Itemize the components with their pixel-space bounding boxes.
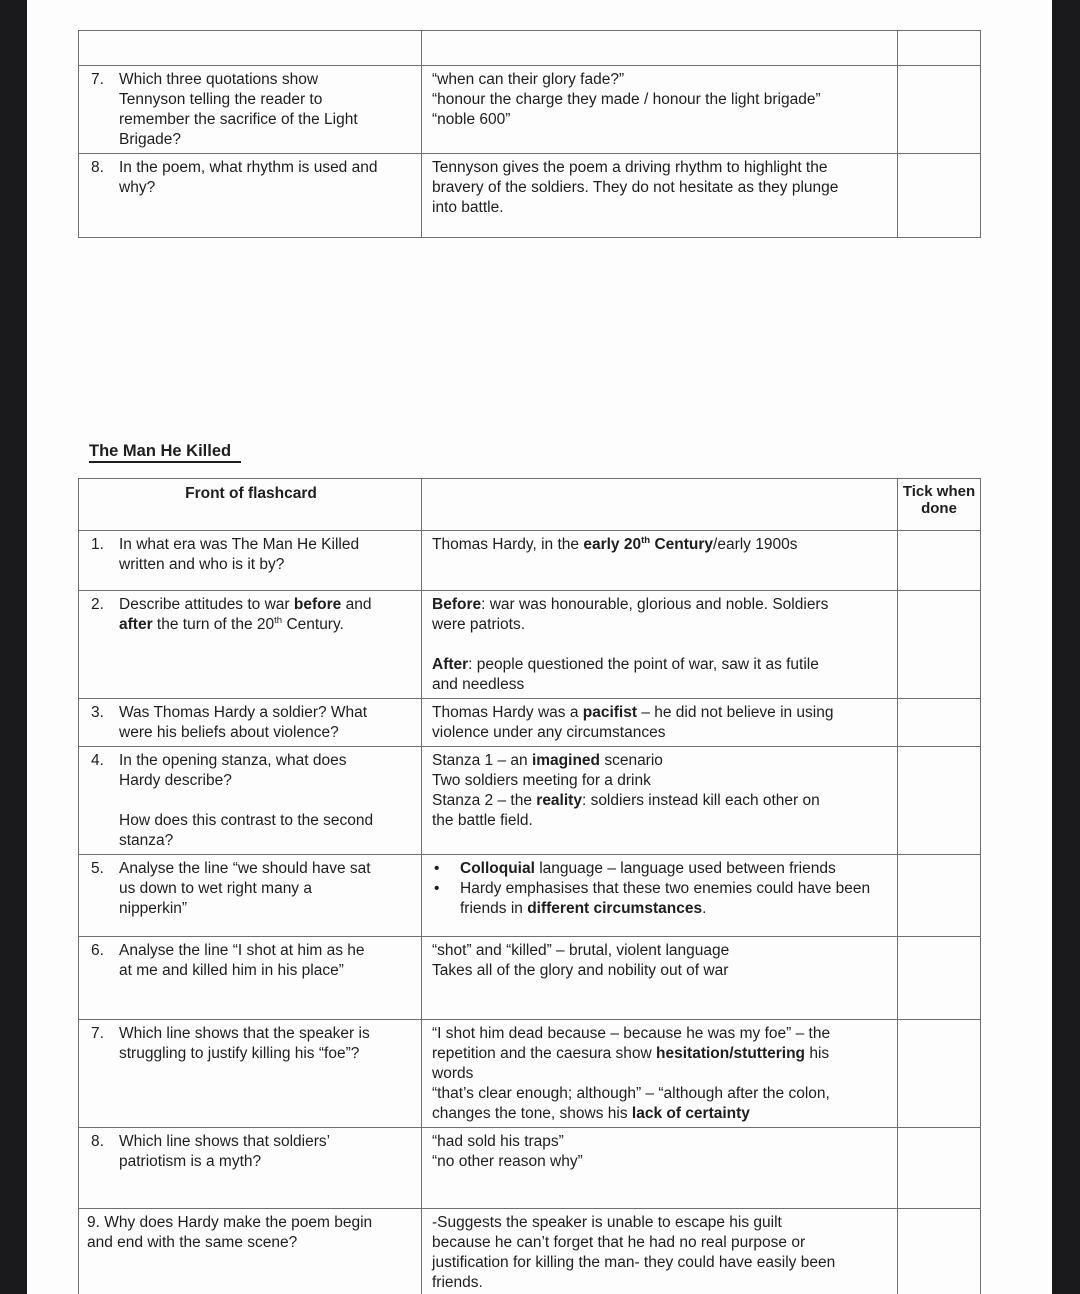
answer-cell — [422, 1020, 898, 1128]
section-heading-text: The Man He Killed — [89, 442, 241, 463]
answer-cell — [422, 747, 898, 855]
flashcard-row — [79, 1020, 981, 1128]
text-line: “no other reason why” — [432, 1153, 583, 1170]
left-edge-bar — [0, 0, 27, 1294]
text-line: Which three quotations show — [119, 71, 319, 88]
text-line: words — [432, 1065, 474, 1082]
text-line: In the poem, what rhythm is used and — [119, 159, 378, 176]
text-line: Analyse the line “we should have sat — [119, 860, 371, 877]
question-text — [119, 1132, 415, 1205]
tick-cell — [898, 699, 981, 747]
question-text — [119, 751, 415, 851]
question-number: 7. — [91, 71, 104, 88]
flashcard-row — [79, 66, 981, 154]
question-number: 3. — [91, 704, 104, 721]
text-line: the battle field. — [432, 812, 533, 829]
text-line: Tennyson telling the reader to — [119, 91, 323, 108]
text-line: In what era was The Man He Killed — [119, 536, 360, 553]
question-cell — [79, 699, 422, 747]
back-of-flashcard-header — [422, 479, 898, 531]
right-edge-bar — [1052, 0, 1080, 1294]
bullet-text: Colloquial language – language used between friends — [460, 860, 836, 877]
text-line: at me and killed him in his place” — [119, 962, 344, 979]
text-line — [119, 791, 415, 811]
question-cell — [79, 855, 422, 937]
text-line: bravery of the soldiers. They do not hesitate as they plunge — [432, 179, 839, 196]
text-line: struggling to justify killing his “foe”? — [119, 1045, 360, 1062]
answer-cell — [422, 937, 898, 1020]
answer-cell — [422, 31, 898, 66]
flashcard-row — [79, 855, 981, 937]
text-line: Was Thomas Hardy a soldier? What — [119, 704, 368, 721]
question-cell — [79, 1020, 422, 1128]
text-line: because he can’t forget that he had no real purpose or — [432, 1234, 806, 1251]
text-line: remember the sacrifice of the Light — [119, 111, 358, 128]
answer-cell — [422, 1209, 898, 1294]
flashcard-row — [79, 699, 981, 747]
flashcard-row — [79, 591, 981, 699]
text-line: “when can their glory fade?” — [432, 71, 625, 88]
tick-cell — [898, 591, 981, 699]
text-line: were his beliefs about violence? — [119, 724, 339, 741]
question-text — [119, 70, 415, 150]
text-line: “shot” and “killed” – brutal, violent language — [432, 942, 730, 959]
question-cell — [79, 66, 422, 154]
text-line: Which line shows that soldiers’ — [119, 1133, 331, 1150]
text-line: “had sold his traps” — [432, 1133, 564, 1150]
man-he-killed-table — [78, 478, 981, 1294]
text-line: -Suggests the speaker is unable to escape his guilt — [432, 1214, 782, 1231]
bullet-icon: • — [434, 860, 440, 877]
tick-cell — [898, 937, 981, 1020]
question-text — [119, 1024, 415, 1124]
answer-cell — [422, 154, 898, 238]
tick-cell — [898, 1020, 981, 1128]
flashcard-row — [79, 31, 981, 66]
flashcard-row — [79, 937, 981, 1020]
text-line: Describe attitudes to war before and — [119, 596, 372, 613]
bullet-icon: • — [434, 880, 440, 897]
answer-cell — [422, 66, 898, 154]
tick-when-done-header: Tick when done — [898, 479, 981, 531]
question-number: 8. — [91, 1133, 104, 1150]
text-line: were patriots. — [432, 616, 526, 633]
text-line: into battle. — [432, 199, 504, 216]
text-line: Brigade? — [119, 131, 182, 148]
text-line: Thomas Hardy was a pacifist – he did not believe in using — [432, 704, 834, 721]
text-line: How does this contrast to the second — [119, 812, 374, 829]
text-line: and needless — [432, 676, 525, 693]
question-text — [119, 158, 415, 234]
flashcard-row — [79, 1128, 981, 1209]
text-line: Hardy describe? — [119, 772, 232, 789]
text-line: Takes all of the glory and nobility out of war — [432, 962, 729, 979]
question-text — [119, 859, 415, 933]
question-cell — [79, 1128, 422, 1209]
bullet-text: Hardy emphasises that these two enemies could have been friends in different circumstances. — [460, 880, 871, 917]
flashcard-row — [79, 747, 981, 855]
document-page — [78, 0, 981, 1294]
flashcard-row — [79, 531, 981, 591]
text-line: “that’s clear enough; although” – “although after the colon, — [432, 1085, 830, 1102]
text-line: stanza? — [119, 832, 174, 849]
answer-cell — [422, 1128, 898, 1209]
question-cell — [79, 31, 422, 66]
text-line: and end with the same scene? — [87, 1234, 298, 1251]
charge-of-light-brigade-table — [78, 30, 981, 238]
text-line: Before: war was honourable, glorious and noble. Soldiers — [432, 596, 829, 613]
tick-cell — [898, 1128, 981, 1209]
question-text — [119, 941, 415, 1016]
question-number: 7. — [91, 1025, 104, 1042]
text-line — [432, 635, 891, 655]
table-header-row — [79, 479, 981, 531]
text-line: “noble 600” — [432, 111, 511, 128]
tick-cell — [898, 531, 981, 591]
question-number: 4. — [91, 752, 104, 769]
question-number: 2. — [91, 596, 104, 613]
text-line: repetition and the caesura show hesitation/stuttering his — [432, 1045, 830, 1062]
text-line: us down to wet right many a — [119, 880, 312, 897]
question-number: 6. — [91, 942, 104, 959]
bullet-line — [432, 879, 891, 919]
question-cell — [79, 531, 422, 591]
answer-cell — [422, 855, 898, 937]
question-cell — [79, 747, 422, 855]
answer-cell — [422, 699, 898, 747]
text-line: Two soldiers meeting for a drink — [432, 772, 651, 789]
text-line: “honour the charge they made / honour the light brigade” — [432, 91, 821, 108]
text-line: Analyse the line “I shot at him as he — [119, 942, 365, 959]
text-line: Which line shows that the speaker is — [119, 1025, 370, 1042]
flashcard-row — [79, 1209, 981, 1294]
question-cell — [79, 591, 422, 699]
question-text — [119, 595, 415, 695]
tick-cell — [898, 66, 981, 154]
text-line: nipperkin” — [119, 900, 188, 917]
question-text — [119, 535, 415, 587]
text-line: why? — [119, 179, 156, 196]
tick-cell — [898, 31, 981, 66]
question-number: 1. — [91, 536, 104, 553]
question-number: 8. — [91, 159, 104, 176]
answer-cell — [422, 531, 898, 591]
front-of-flashcard-header: Front of flashcard — [79, 479, 422, 531]
tick-cell — [898, 154, 981, 238]
tick-cell — [898, 855, 981, 937]
text-line: justification for killing the man- they could have easily been — [432, 1254, 836, 1271]
text-line: violence under any circumstances — [432, 724, 666, 741]
flashcard-row — [79, 154, 981, 238]
tick-cell — [898, 747, 981, 855]
question-text — [119, 703, 415, 743]
text-line: after the turn of the 20th Century. — [119, 614, 344, 633]
question-cell — [79, 154, 422, 238]
question-cell — [79, 937, 422, 1020]
text-line: Stanza 1 – an imagined scenario — [432, 752, 663, 769]
text-line: 9. Why does Hardy make the poem begin — [87, 1214, 373, 1231]
text-line: In the opening stanza, what does — [119, 752, 347, 769]
text-line: Thomas Hardy, in the early 20th Century/early 1900s — [432, 534, 798, 553]
bullet-line — [432, 859, 891, 879]
section-heading — [89, 442, 241, 461]
text-line: patriotism is a myth? — [119, 1153, 262, 1170]
question-number: 5. — [91, 860, 104, 877]
tick-cell — [898, 1209, 981, 1294]
text-line: “I shot him dead because – because he was my foe” – the — [432, 1025, 831, 1042]
text-line: changes the tone, shows his lack of certainty — [432, 1105, 750, 1122]
text-line: Tennyson gives the poem a driving rhythm to highlight the — [432, 159, 828, 176]
text-line: friends. — [432, 1274, 483, 1291]
text-line: Stanza 2 – the reality: soldiers instead kill each other on — [432, 792, 820, 809]
question-cell — [79, 1209, 422, 1294]
text-line: written and who is it by? — [119, 556, 285, 573]
answer-cell — [422, 591, 898, 699]
text-line: After: people questioned the point of war, saw it as futile — [432, 656, 819, 673]
